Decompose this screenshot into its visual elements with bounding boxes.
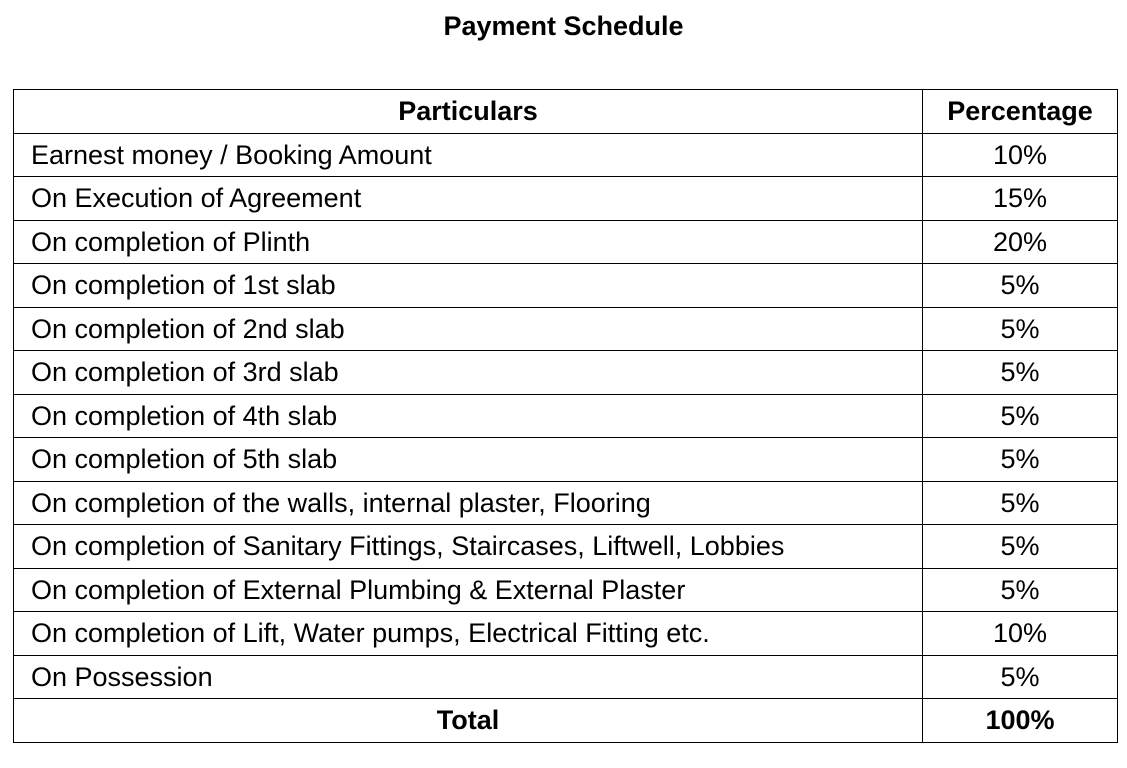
particular-cell: On completion of Lift, Water pumps, Electrical Fitting etc. — [14, 612, 923, 656]
page-title: Payment Schedule — [443, 11, 684, 41]
table-row — [14, 177, 1118, 221]
table-row — [14, 568, 1118, 612]
particular-cell: On completion of 2nd slab — [14, 307, 923, 351]
percentage-cell: 10% — [923, 133, 1118, 177]
table-row — [14, 351, 1118, 395]
percentage-cell: 10% — [923, 612, 1118, 656]
total-label: Total — [14, 699, 923, 743]
percentage-cell: 15% — [923, 177, 1118, 221]
particular-cell: On completion of 3rd slab — [14, 351, 923, 395]
percentage-cell: 20% — [923, 220, 1118, 264]
table-row — [14, 394, 1118, 438]
particular-cell: On completion of the walls, internal plaster, Flooring — [14, 481, 923, 525]
column-header-particulars: Particulars — [14, 90, 923, 134]
particular-cell: On completion of 1st slab — [14, 264, 923, 308]
table-row — [14, 655, 1118, 699]
particular-cell: On Execution of Agreement — [14, 177, 923, 221]
percentage-cell: 5% — [923, 481, 1118, 525]
particular-cell: On completion of 5th slab — [14, 438, 923, 482]
percentage-cell: 5% — [923, 525, 1118, 569]
table-row — [14, 133, 1118, 177]
table-row — [14, 438, 1118, 482]
total-row — [14, 699, 1118, 743]
percentage-cell: 5% — [923, 394, 1118, 438]
percentage-cell: 5% — [923, 307, 1118, 351]
percentage-cell: 5% — [923, 264, 1118, 308]
total-percentage: 100% — [923, 699, 1118, 743]
payment-schedule-table — [13, 89, 1118, 743]
particular-cell: On completion of External Plumbing & External Plaster — [14, 568, 923, 612]
particular-cell: On completion of Plinth — [14, 220, 923, 264]
table-header-row — [14, 90, 1118, 134]
percentage-cell: 5% — [923, 351, 1118, 395]
table-row — [14, 220, 1118, 264]
percentage-cell: 5% — [923, 568, 1118, 612]
percentage-cell: 5% — [923, 438, 1118, 482]
column-header-percentage: Percentage — [923, 90, 1118, 134]
particular-cell: Earnest money / Booking Amount — [14, 133, 923, 177]
table-row — [14, 525, 1118, 569]
particular-cell: On Possession — [14, 655, 923, 699]
percentage-cell: 5% — [923, 655, 1118, 699]
table-row — [14, 481, 1118, 525]
table-row — [14, 612, 1118, 656]
particular-cell: On completion of 4th slab — [14, 394, 923, 438]
table-row — [14, 307, 1118, 351]
particular-cell: On completion of Sanitary Fittings, Staircases, Liftwell, Lobbies — [14, 525, 923, 569]
table-row — [14, 264, 1118, 308]
